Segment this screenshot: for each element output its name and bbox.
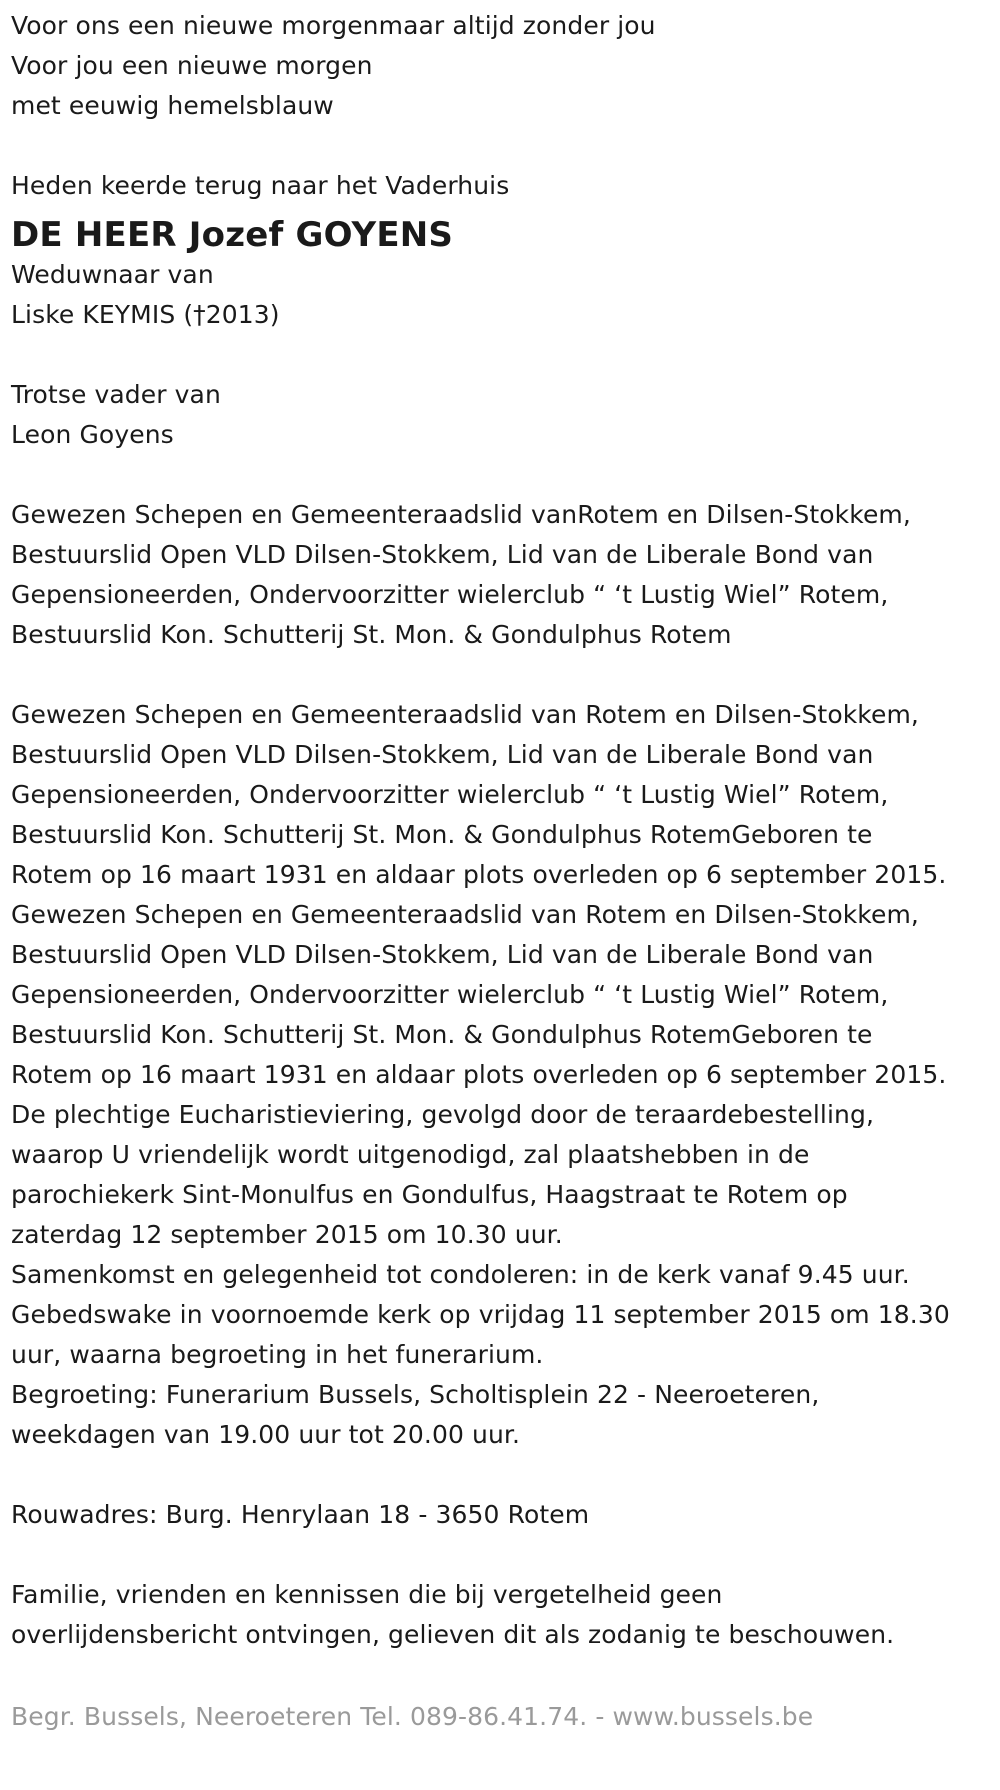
details-line: Gewezen Schepen en Gemeenteraadslid van Rotem en Dilsen-Stokkem, bbox=[11, 900, 919, 929]
details-line: De plechtige Eucharistieviering, gevolgd door de teraardebestelling, bbox=[11, 1100, 874, 1129]
functions-line: Gewezen Schepen en Gemeenteraadslid vanRotem en Dilsen-Stokkem, bbox=[11, 500, 911, 529]
details-line: weekdagen van 19.00 uur tot 20.00 uur. bbox=[11, 1420, 521, 1449]
functions-line: Bestuurslid Open VLD Dilsen-Stokkem, Lid van de Liberale Bond van bbox=[11, 540, 874, 569]
closing-line: Familie, vrienden en kennissen die bij vergetelheid geen bbox=[11, 1580, 723, 1609]
poem-line: met eeuwig hemelsblauw bbox=[11, 91, 334, 120]
details-line: Bestuurslid Kon. Schutterij St. Mon. & Gondulphus RotemGeboren te bbox=[11, 820, 873, 849]
details-line: uur, waarna begroeting in het funerarium. bbox=[11, 1340, 544, 1369]
details-line: Samenkomst en gelegenheid tot condoleren: in de kerk vanaf 9.45 uur. bbox=[11, 1260, 910, 1289]
poem-line: Voor ons een nieuwe morgenmaar altijd zonder jou bbox=[11, 11, 656, 40]
closing-line: overlijdensbericht ontvingen, gelieven dit als zodanig te beschouwen. bbox=[11, 1620, 895, 1649]
details-line: waarop U vriendelijk wordt uitgenodigd, zal plaatshebben in de bbox=[11, 1140, 810, 1169]
details-line: parochiekerk Sint-Monulfus en Gondulfus, Haagstraat te Rotem op bbox=[11, 1180, 848, 1209]
details-line: Rotem op 16 maart 1931 en aldaar plots overleden op 6 september 2015. bbox=[11, 860, 947, 889]
children-line: Leon Goyens bbox=[11, 420, 174, 449]
details-line: Gewezen Schepen en Gemeenteraadslid van Rotem en Dilsen-Stokkem, bbox=[11, 700, 919, 729]
spacer bbox=[11, 655, 1000, 695]
details-line: Rotem op 16 maart 1931 en aldaar plots overleden op 6 september 2015. bbox=[11, 1060, 947, 1089]
deceased-name: DE HEER Jozef GOYENS bbox=[11, 215, 454, 255]
spouse-block bbox=[11, 255, 1000, 335]
spacer bbox=[11, 455, 1000, 495]
poem-line: Voor jou een nieuwe morgen bbox=[11, 51, 373, 80]
spacer bbox=[11, 335, 1000, 375]
spacer bbox=[11, 1655, 1000, 1697]
details-block bbox=[11, 695, 1000, 1455]
functions-block bbox=[11, 495, 1000, 655]
funeral-home-footer: Begr. Bussels, Neeroeteren Tel. 089-86.41.74. - www.bussels.be bbox=[11, 1702, 814, 1731]
details-line: Bestuurslid Open VLD Dilsen-Stokkem, Lid van de Liberale Bond van bbox=[11, 740, 874, 769]
spacer bbox=[11, 126, 1000, 166]
details-line: Begroeting: Funerarium Bussels, Scholtisplein 22 - Neeroeteren, bbox=[11, 1380, 820, 1409]
spacer bbox=[11, 1535, 1000, 1575]
intro-text: Heden keerde terug naar het Vaderhuis bbox=[11, 171, 510, 200]
poem-block bbox=[11, 6, 1000, 126]
closing-block bbox=[11, 1575, 1000, 1655]
spacer bbox=[11, 1455, 1000, 1495]
details-line: zaterdag 12 september 2015 om 10.30 uur. bbox=[11, 1220, 563, 1249]
details-line: Gepensioneerden, Ondervoorzitter wielerclub “ ‘t Lustig Wiel” Rotem, bbox=[11, 780, 889, 809]
spouse-line: Weduwnaar van bbox=[11, 260, 214, 289]
children-line: Trotse vader van bbox=[11, 380, 221, 409]
details-line: Gepensioneerden, Ondervoorzitter wielerclub “ ‘t Lustig Wiel” Rotem, bbox=[11, 980, 889, 1009]
details-line: Bestuurslid Open VLD Dilsen-Stokkem, Lid van de Liberale Bond van bbox=[11, 940, 874, 969]
functions-line: Gepensioneerden, Ondervoorzitter wielerclub “ ‘t Lustig Wiel” Rotem, bbox=[11, 580, 889, 609]
details-line: Gebedswake in voornoemde kerk op vrijdag 11 september 2015 om 18.30 bbox=[11, 1300, 950, 1329]
children-block bbox=[11, 375, 1000, 455]
details-line: Bestuurslid Kon. Schutterij St. Mon. & Gondulphus RotemGeboren te bbox=[11, 1020, 873, 1049]
functions-line: Bestuurslid Kon. Schutterij St. Mon. & Gondulphus Rotem bbox=[11, 620, 732, 649]
spouse-line: Liske KEYMIS (†2013) bbox=[11, 300, 280, 329]
mourning-address: Rouwadres: Burg. Henrylaan 18 - 3650 Rotem bbox=[11, 1500, 590, 1529]
